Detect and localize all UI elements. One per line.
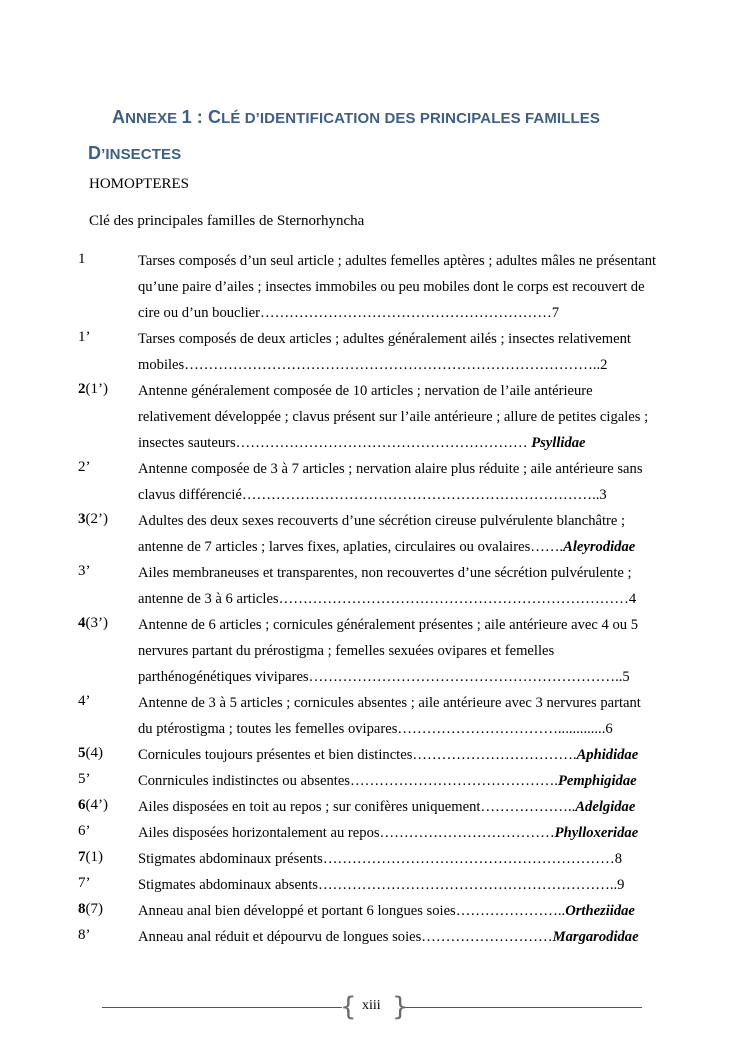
entry-text: Adultes des deux sexes recouverts d’une sécrétion cireuse pulvérulente blanchâtre ; antenne de 7 articles ; larves fixes, aplaties, circulaires ou ovalaires…….Aleyrodidae (138, 513, 636, 555)
right-brace-ornament: } (392, 992, 409, 1022)
entry-text: Antenne de 6 articles ; cornicules généralement présentes ; aile antérieure avec 4 ou 5 nervures partant du prérostigma ; femelles sexuées ovipares et femelles parthénogénétiques vivipares………………………………………………………..5 (138, 617, 639, 685)
key-title: Clé des principales familles de Sternorhyncha (89, 213, 365, 229)
entry-text: Tarses composés de deux articles ; adultes généralement ailés ; insectes relativement mobiles…………………………………………………………………………..2 (138, 331, 631, 373)
entry-number: 7’ (78, 875, 91, 891)
entry-number: 5(4) (78, 745, 103, 761)
entry-text: Ailes membraneuses et transparentes, non recouvertes d’une sécrétion pulvérulente ; antenne de 3 à 6 articles………………………………………………………………4 (138, 565, 637, 607)
insect-order: HOMOPTERES (89, 176, 190, 192)
entry-number: 6’ (78, 823, 91, 839)
entry-number: 1’ (78, 329, 91, 345)
entry-text: Antenne composée de 3 à 7 articles ; nervation alaire plus réduite ; aile antérieure sans clavus différencié………………………………………………………………..3 (138, 461, 643, 503)
footer-rule-right (402, 1007, 642, 1008)
entry-number: 4(3’) (78, 615, 108, 631)
entry-text: Antenne généralement composée de 10 articles ; nervation de l’aile antérieure relativement développée ; clavus présent sur l’aile antérieure ; allure de petites cigales ; insectes sauteurs…………………………………………………… Psyllidae (138, 383, 649, 451)
entry-number: 1 (78, 251, 86, 267)
entry-number: 3(2’) (78, 511, 108, 527)
entry-number: 3’ (78, 563, 91, 579)
page-number: xiii (362, 998, 381, 1013)
entry-text: Conrnicules indistinctes ou absentes…………………………………….Pemphigidae (138, 773, 637, 789)
entry-number: 6(4’) (78, 797, 108, 813)
entry-text: Cornicules toujours présentes et bien distinctes…………………………….Aphididae (138, 747, 639, 763)
entry-number: 2(1’) (78, 381, 108, 397)
entry-text: Ailes disposées horizontalement au repos………………………………Phylloxeridae (138, 825, 639, 841)
entry-text: Stigmates abdominaux absents……………………………………………………..9 (138, 877, 625, 893)
entry-text: Tarses composés d’un seul article ; adultes femelles aptères ; adultes mâles ne présentant qu’une paire d’ailes ; insectes immobiles ou peu mobiles dont le corps est recouvert de cire ou d’un bouclier……………………………………………………7 (138, 253, 657, 321)
left-brace-ornament: { (340, 992, 357, 1022)
annex-title-line-1: ANNEXE 1 : CLÉ D’IDENTIFICATION DES PRINCIPALES FAMILLES (112, 107, 600, 127)
entry-number: 5’ (78, 771, 91, 787)
entry-text: Antenne de 3 à 5 articles ; cornicules absentes ; aile antérieure avec 3 nervures partant du ptérostigma ; toutes les femelles ovipares…………………………….............6 (138, 695, 641, 737)
entry-text: Ailes disposées en toit au repos ; sur conifères uniquement………………..Adelgidae (138, 799, 636, 815)
entry-number: 7(1) (78, 849, 103, 865)
footer-rule-left (102, 1007, 342, 1008)
entry-number: 8(7) (78, 901, 103, 917)
annex-title-line-2: D’INSECTES (88, 143, 182, 163)
entry-text: Anneau anal bien développé et portant 6 longues soies…………………..Ortheziidae (138, 903, 635, 919)
entry-number: 8’ (78, 927, 91, 943)
entry-text: Anneau anal réduit et dépourvu de longues soies………………………Margarodidae (138, 929, 639, 945)
entry-text: Stigmates abdominaux présents……………………………………………………8 (138, 851, 622, 867)
entry-number: 4’ (78, 693, 91, 709)
entry-number: 2’ (78, 459, 91, 475)
